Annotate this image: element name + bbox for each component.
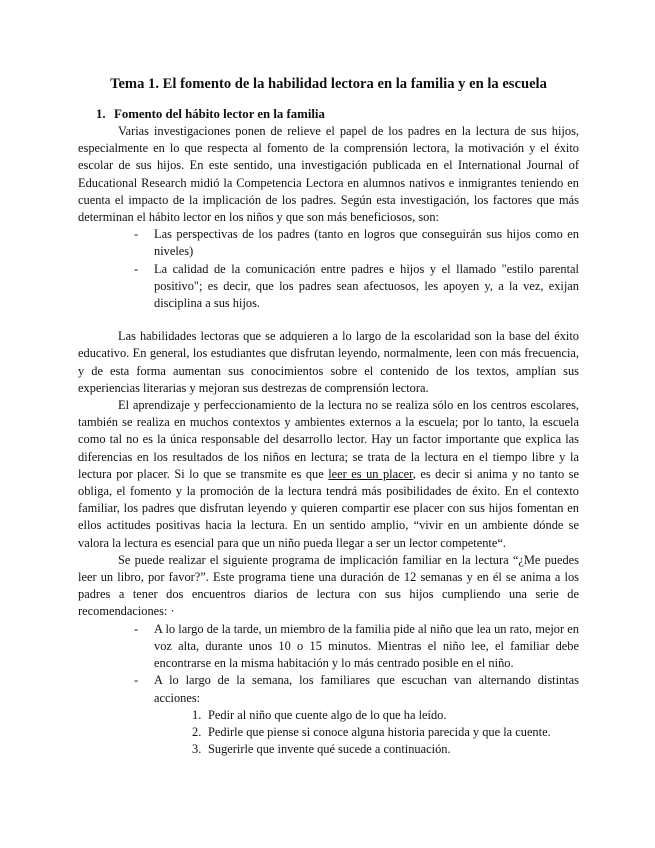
dash-marker: - xyxy=(134,227,139,242)
paragraph-intro: Varias investigaciones ponen de relieve el papel de los padres en la lectura de sus hijos, especialmente en lo que respecta al fomento de la comprensión lectora, la motivación y el éxito escolar de sus hijos. En este sentido, una investigación publicada en el International Journal of Educational Research midió la Competencia Lectora en alumnos nativos e inmigrantes teniendo en cuenta el impacto de la implicación de los padres. Según esta investigación, los factores que más determinan el hábito lector en los niños y que son más beneficiosos, son: xyxy=(78,124,579,225)
list-item-text: A lo largo de la tarde, un miembro de la familia pide al niño que lea un rato, mejor en voz alta, durante unos 10 o 15 minutos. Mientras el niño lee, el familiar debe encontrarse en la misma habitación y lo más centrado posible en el niño. xyxy=(154,621,579,671)
dash-marker: - xyxy=(134,621,139,636)
section-number: 1. xyxy=(96,107,106,121)
dash-marker: - xyxy=(134,261,139,276)
document-title: Tema 1. El fomento de la habilidad lectora en la familia y en la escuela xyxy=(110,76,547,92)
dash-marker: - xyxy=(134,673,139,688)
list-item xyxy=(134,261,579,313)
list-item-text: Pedir al niño que cuente algo de lo que ha leído. xyxy=(208,707,447,722)
factors-list xyxy=(78,226,579,312)
list-item xyxy=(134,672,579,758)
section-heading-text: Fomento del hábito lector en la familia xyxy=(114,107,325,121)
list-number: 2. xyxy=(192,724,202,739)
list-item-text: Las perspectivas de los padres (tanto en logros que conseguirán sus hijos como en niveles) xyxy=(154,227,579,259)
list-item xyxy=(192,707,579,724)
paragraph-learning-part2: , es decir si anima y no tanto se obliga, el fomento y la promoción de la lectura tendrá más posibilidades de éxito. En el contexto familiar, los padres que disfrutan leyendo y quieren compartir ese placer con sus hijos fomentan en ellos actitudes positivas hacia la lectura. En un sentido amplio, “vivir en un ambiente dónde se valora la lectura es esencial para que un niño pueda llegar a ser un lector competente“. xyxy=(78,466,579,550)
list-item-text: Sugerirle que invente qué sucede a continuación. xyxy=(208,742,451,757)
actions-list xyxy=(154,707,579,759)
list-item xyxy=(192,741,579,758)
paragraph-program: Se puede realizar el siguiente programa de implicación familiar en la lectura “¿Me puedes leer un libro, por favor?”. Este programa tiene una duración de 12 semanas y en él se anima a los padres a tener dos encuentros diarios de lectura con sus hijos cumpliendo una serie de recomendaciones: · xyxy=(78,552,579,619)
paragraph-learning xyxy=(78,397,579,552)
list-item xyxy=(134,621,579,673)
list-item xyxy=(134,226,579,260)
list-number: 1. xyxy=(192,707,202,722)
list-item xyxy=(192,724,579,741)
list-number: 3. xyxy=(192,742,202,757)
underlined-phrase: leer es un placer xyxy=(328,466,413,481)
list-item-text: Pedirle que piense si conoce alguna historia parecida y que la cuente. xyxy=(208,724,551,739)
program-list xyxy=(78,621,579,759)
paragraph-learning-part1: El aprendizaje y perfeccionamiento de la lectura no se realiza sólo en los centros escolares, también se realiza en muchos contextos y ambientes externos a la escuela; por lo tanto, la escuela como tal no es la única responsable del desarrollo lector. Hay un factor importante que explica las diferencias en los resultados de los niños en lectura; se trata de la lectura en el tiempo libre y la lectura por placer. Si lo que se transmite es que xyxy=(78,398,579,481)
list-item-text: A lo largo de la semana, los familiares que escuchan van alternando distintas acciones: xyxy=(154,673,579,705)
list-item-text: La calidad de la comunicación entre padres e hijos y el llamado "estilo parental positivo"; es decir, que los padres sean afectuosos, les apoyen y, a la vez, exijan disciplina a sus hijos. xyxy=(154,261,579,311)
section-heading xyxy=(78,106,579,123)
paragraph-reading-skills: Las habilidades lectoras que se adquieren a lo largo de la escolaridad son la base del éxito educativo. En general, los estudiantes que disfrutan leyendo, normalmente, leen con más frecuencia, y de esta forma aumentan sus conocimientos sobre el contenido de los textos, amplían sus experiencias literarias y mejoran sus destrezas de comprensión lectora. xyxy=(78,329,579,395)
